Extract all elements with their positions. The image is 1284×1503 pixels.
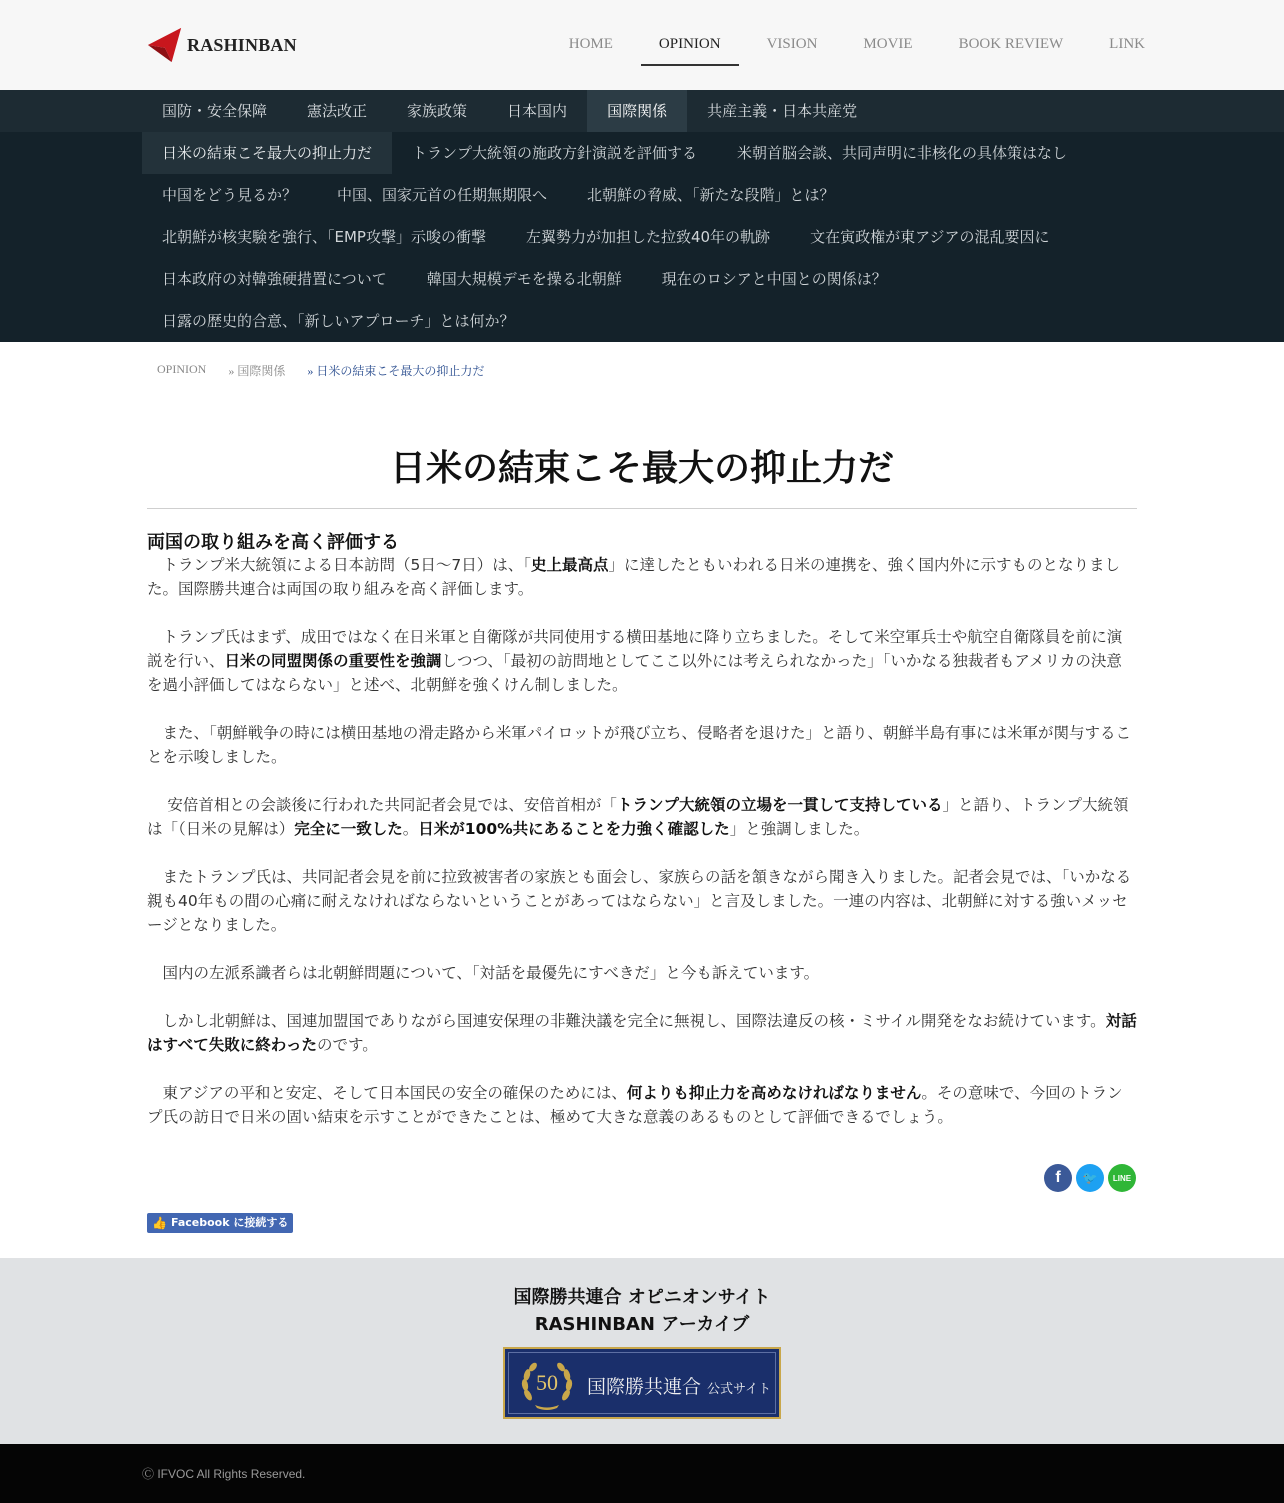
emphasis-text: 史上最高点 <box>530 556 609 574</box>
article-paragraph <box>147 553 1137 601</box>
site-footer <box>0 1258 1284 1444</box>
subnav-item[interactable]: 日本政府の対韓強硬措置について <box>162 270 387 288</box>
emphasis-text: 日米の同盟関係の重要性を強調 <box>224 652 442 670</box>
nav-movie[interactable]: MOVIE <box>863 36 913 52</box>
paragraph-text: 」に達したともいわれる日米の連携を、強く国内外に示すものとなりました。国際勝共連合は両国の取り組みを高く評価します。 <box>147 556 1121 598</box>
paragraph-text: 」と語り、トランプ大統領は「（日米の見解は） <box>147 796 1129 838</box>
category-domestic[interactable]: 日本国内 <box>507 102 568 120</box>
nav-book-review[interactable]: BOOK REVIEW <box>958 36 1064 52</box>
subnav-item[interactable]: 日米の結束こそ最大の抑止力だ <box>142 132 392 174</box>
banner-text <box>587 1372 771 1399</box>
article-paragraph <box>147 793 1137 841</box>
nav-vision[interactable]: VISION <box>766 36 818 52</box>
logo-text: RASHINBAN <box>187 34 297 55</box>
subnav-item[interactable]: 米朝首脳会談、共同声明に非核化の具体策はなし <box>737 144 1068 162</box>
svg-text:50: 50 <box>536 1370 558 1395</box>
line-share-icon[interactable]: LINE <box>1108 1164 1136 1192</box>
subnav-item[interactable]: 日露の歴史的合意、「新しいアプローチ」とは何か？ <box>162 312 515 330</box>
compass-arrow-icon <box>146 26 184 64</box>
category-communism[interactable]: 共産主義・日本共産党 <box>707 102 858 120</box>
article-paragraph <box>147 1009 1137 1057</box>
paragraph-text: しかし北朝鮮は、国連加盟国でありながら国連安保理の非難決議を完全に無視し、国際法違反の核・ミサイル開発をなお続けています。 <box>147 1012 1106 1030</box>
facebook-share-icon[interactable]: f <box>1044 1164 1072 1192</box>
paragraph-text: 安倍首相との会談後に行われた共同記者会見では、安倍首相が「 <box>147 796 617 814</box>
paragraph-text: 。 <box>402 820 419 838</box>
official-site-banner[interactable] <box>503 1347 781 1419</box>
copyright-text: Ⓒ IFVOC All Rights Reserved. <box>142 1467 306 1481</box>
paragraph-text: 国内の左派系識者らは北朝鮮問題について、「対話を最優先にすべきだ」と今も訴えています。 <box>147 964 820 982</box>
emphasis-text: 日米が100%共にあることを力強く確認した <box>418 820 730 838</box>
site-logo[interactable] <box>146 26 297 64</box>
50th-anniversary-laurel-icon <box>519 1357 575 1411</box>
subnav-item[interactable]: 北朝鮮の脅威、「新たな段階」とは？ <box>587 186 835 204</box>
paragraph-text: また、「朝鮮戦争の時には横田基地の滑走路から米軍パイロットが飛び立ち、侵略者を退けた」と語り、朝鮮半島有事には米軍が関与することを示唆しました。 <box>147 724 1131 766</box>
title-divider <box>147 508 1137 509</box>
category-family-policy[interactable]: 家族政策 <box>407 102 468 120</box>
subnav-item[interactable]: 中国をどう見るか？ <box>162 186 298 204</box>
article-paragraph <box>147 865 1137 937</box>
paragraph-text: 」と強調しました。 <box>729 820 870 838</box>
breadcrumb <box>157 362 506 379</box>
paragraph-text: 。その意味で、今回のトランプ氏の訪日で日米の固い結束を示すことができたことは、極めて大きな意義のあるものとして評価できるでしょう。 <box>147 1084 1123 1126</box>
article-paragraph <box>147 721 1137 769</box>
breadcrumb-current: » 日米の結束こそ最大の抑止力だ <box>307 364 485 378</box>
facebook-connect-button[interactable] <box>147 1213 293 1233</box>
category-international[interactable]: 国際関係 <box>587 90 687 132</box>
breadcrumb-category[interactable]: » 国際関係 <box>228 364 286 378</box>
banner-org-name: 国際勝共連合 <box>587 1377 702 1398</box>
footer-title-line2: RASHINBAN アーカイブ <box>534 1314 750 1335</box>
paragraph-text: またトランプ氏は、共同記者会見を前に拉致被害者の家族とも面会し、家族らの話を頷きながら聞き入りました。記者会見では、「いかなる親も40年もの間の心痛に耐えなければならないということがあってはならない」と言及しました。一連の内容は、北朝鮮に対する強いメッセージとなりました。 <box>147 868 1132 934</box>
subnav-item[interactable]: 左翼勢力が加担した拉致40年の軌跡 <box>525 228 771 246</box>
facebook-connect-label: Facebook に接続する <box>170 1216 289 1229</box>
banner-sub: 公式サイト <box>707 1381 772 1396</box>
subnav-item[interactable]: 北朝鮮が核実験を強行、「EMP攻撃」示唆の衝撃 <box>162 228 486 246</box>
emphasis-text: 対話はすべて失敗に終わった <box>147 1012 1137 1054</box>
emphasis-text: 完全に一致した <box>294 820 403 838</box>
thumbs-up-icon: 👍 <box>152 1216 167 1230</box>
twitter-share-icon[interactable]: 🐦 <box>1076 1164 1104 1192</box>
article-subnav <box>0 132 1284 342</box>
subnav-item[interactable]: トランプ大統領の施政方針演説を評価する <box>412 144 698 162</box>
category-constitution[interactable]: 憲法改正 <box>307 102 368 120</box>
subnav-item[interactable]: 文在寅政権が東アジアの混乱要因に <box>810 228 1050 246</box>
copyright-bar <box>0 1444 1284 1503</box>
article-title: 日米の結束こそ最大の抑止力だ <box>389 448 894 489</box>
paragraph-text: しつつ、「最初の訪問地としてここ以外には考えられなかった」「いかなる独裁者もアメリカの決意を過小評価してはならない」と述べ、北朝鮮を強くけん制しました。 <box>147 652 1122 694</box>
emphasis-text: トランプ大統領の立場を一貫して支持している <box>616 796 943 814</box>
footer-title <box>0 1284 1284 1338</box>
footer-title-line1: 国際勝共連合 オピニオンサイト <box>513 1287 771 1308</box>
nav-link[interactable]: LINK <box>1109 36 1145 52</box>
nav-home[interactable]: HOME <box>568 36 613 52</box>
subnav-item[interactable]: 現在のロシアと中国との関係は？ <box>661 270 887 288</box>
paragraph-text: トランプ米大統領による日本訪問（5日～7日）は、「 <box>147 556 531 574</box>
article-paragraph <box>147 625 1137 697</box>
paragraph-text: 東アジアの平和と安定、そして日本国民の安全の確保のためには、 <box>147 1084 627 1102</box>
paragraph-text: トランプ氏はまず、成田ではなく在日米軍と自衛隊が共同使用する横田基地に降り立ちました。そして米空軍兵士や航空自衛隊員を前に演説を行い、 <box>147 628 1123 670</box>
subnav-item[interactable]: 中国、国家元首の任期無期限へ <box>337 186 548 204</box>
article-paragraph <box>147 1081 1137 1129</box>
share-buttons <box>1044 1164 1136 1192</box>
article-paragraph <box>147 961 1137 985</box>
emphasis-text: 何よりも抑止力を高めなければなりません <box>626 1084 922 1102</box>
paragraph-text: のです。 <box>317 1036 378 1054</box>
category-nav <box>0 90 1284 132</box>
subnav-item[interactable]: 韓国大規模デモを操る北朝鮮 <box>426 270 622 288</box>
article-body <box>147 553 1137 1153</box>
category-defense[interactable]: 国防・安全保障 <box>162 102 268 120</box>
site-header <box>0 0 1284 90</box>
article-subhead: 両国の取り組みを高く評価する <box>147 532 399 553</box>
main-nav <box>546 0 1145 90</box>
breadcrumb-root[interactable]: OPINION <box>157 362 207 376</box>
nav-opinion[interactable]: OPINION <box>636 0 744 90</box>
